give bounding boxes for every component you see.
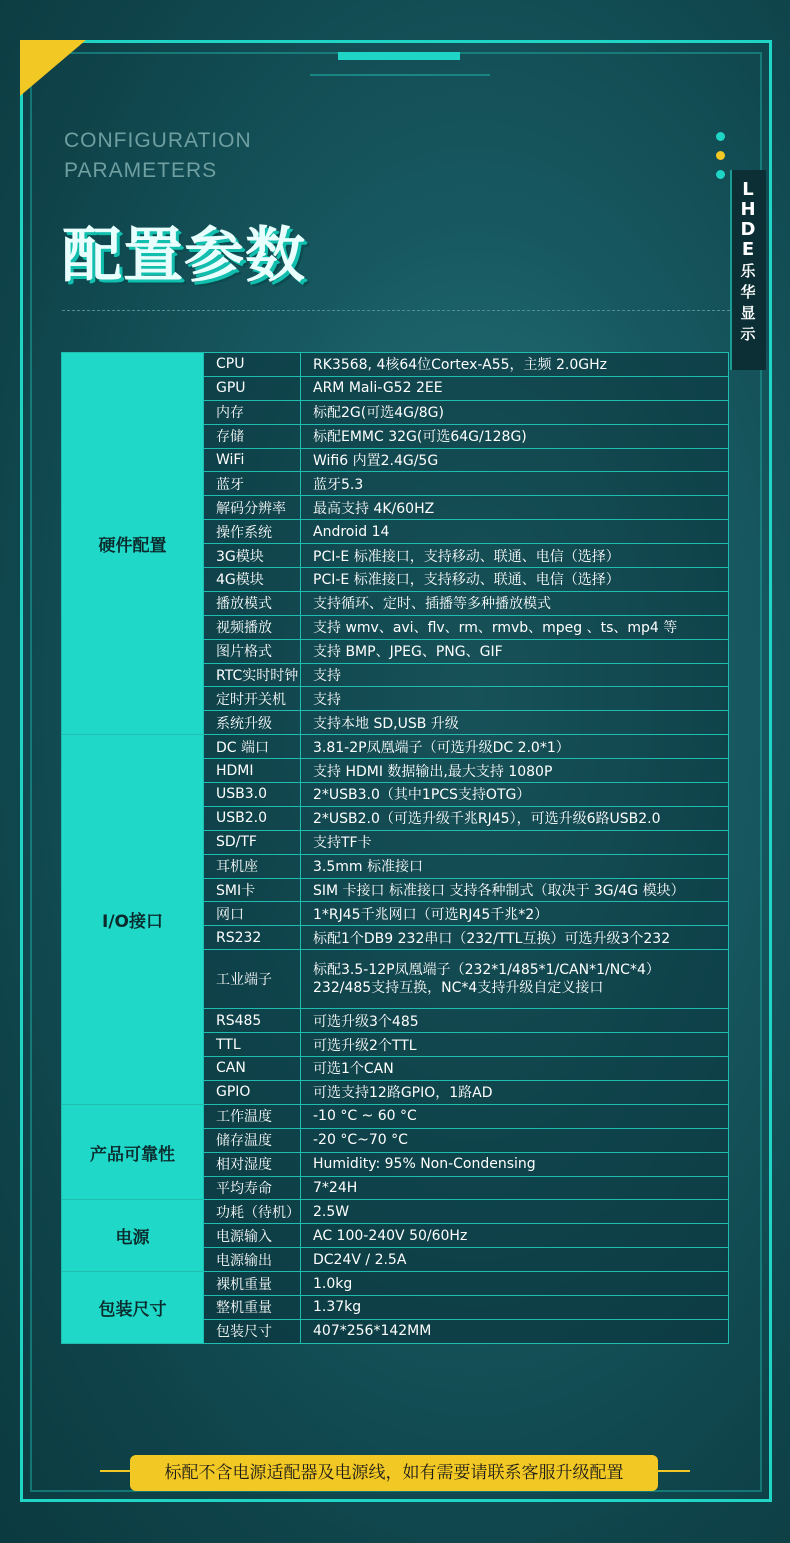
param-name: HDMI xyxy=(204,759,301,783)
param-value: DC24V / 2.5A xyxy=(301,1248,729,1272)
param-value: 标配EMMC 32G(可选64G/128G) xyxy=(301,424,729,448)
top-accent-bar xyxy=(338,52,460,60)
param-name: 裸机重量 xyxy=(204,1272,301,1296)
param-value: Humidity: 95% Non-Condensing xyxy=(301,1152,729,1176)
param-value: 7*24H xyxy=(301,1176,729,1200)
category-cell: I/O接口 xyxy=(62,735,204,1105)
param-value: RK3568, 4核64位Cortex-A55，主频 2.0GHz xyxy=(301,353,729,377)
param-name: 整机重量 xyxy=(204,1295,301,1319)
param-value: 1.0kg xyxy=(301,1272,729,1296)
param-name: 存储 xyxy=(204,424,301,448)
param-value: SIM 卡接口 标准接口 支持各种制式（取决于 3G/4G 模块） xyxy=(301,878,729,902)
param-name: 平均寿命 xyxy=(204,1176,301,1200)
param-name: GPIO xyxy=(204,1080,301,1104)
subtitle-line: PARAMETERS xyxy=(64,159,218,182)
param-value: -10 °C ~ 60 °C xyxy=(301,1104,729,1128)
brand-letter: E xyxy=(741,239,755,260)
param-value: ARM Mali-G52 2EE xyxy=(301,376,729,400)
param-name: TTL xyxy=(204,1033,301,1057)
param-value: 支持 xyxy=(301,687,729,711)
spec-table xyxy=(61,352,729,1344)
param-name: 4G模块 xyxy=(204,568,301,592)
param-value: Wifi6 内置2.4G/5G xyxy=(301,448,729,472)
param-value: 支持 HDMI 数据输出,最大支持 1080P xyxy=(301,759,729,783)
param-name: 蓝牙 xyxy=(204,472,301,496)
footer-note: 标配不含电源适配器及电源线，如有需要请联系客服升级配置 xyxy=(130,1455,658,1491)
category-cell: 包装尺寸 xyxy=(62,1272,204,1344)
param-name: 电源输出 xyxy=(204,1248,301,1272)
param-value: 可选升级3个485 xyxy=(301,1009,729,1033)
brand-letter: L xyxy=(742,179,754,200)
param-value: PCI-E 标准接口，支持移动、联通、电信（选择） xyxy=(301,544,729,568)
param-name: USB2.0 xyxy=(204,806,301,830)
param-value: 可选支持12路GPIO，1路AD xyxy=(301,1080,729,1104)
param-value: 支持循环、定时、插播等多种播放模式 xyxy=(301,591,729,615)
param-value: PCI-E 标准接口，支持移动、联通、电信（选择） xyxy=(301,568,729,592)
brand-letter: D xyxy=(740,219,756,240)
brand-char: 示 xyxy=(740,325,756,343)
param-name: 网口 xyxy=(204,902,301,926)
param-name: RTC实时时钟 xyxy=(204,663,301,687)
param-name: USB3.0 xyxy=(204,783,301,807)
param-name: SMI卡 xyxy=(204,878,301,902)
decor-dot xyxy=(716,132,725,141)
param-name: DC 端口 xyxy=(204,735,301,759)
param-value: 2*USB2.0（可选升级千兆RJ45），可选升级6路USB2.0 xyxy=(301,806,729,830)
divider xyxy=(62,310,730,311)
table-row xyxy=(62,353,729,377)
param-value: AC 100-240V 50/60Hz xyxy=(301,1224,729,1248)
brand-logo xyxy=(736,180,760,344)
decor-dot xyxy=(716,151,725,160)
param-name: GPU xyxy=(204,376,301,400)
param-value: 支持 BMP、JPEG、PNG、GIF xyxy=(301,639,729,663)
param-value: 407*256*142MM xyxy=(301,1319,729,1343)
param-name: 耳机座 xyxy=(204,854,301,878)
param-value-line: 232/485支持互换，NC*4支持升级自定义接口 xyxy=(313,980,604,997)
param-value: 2*USB3.0（其中1PCS支持OTG） xyxy=(301,783,729,807)
param-value: 1*RJ45千兆网口（可选RJ45千兆*2） xyxy=(301,902,729,926)
table-row xyxy=(62,1104,729,1128)
param-value: 标配1个DB9 232串口（232/TTL互换）可选升级3个232 xyxy=(301,926,729,950)
param-name: 工作温度 xyxy=(204,1104,301,1128)
param-name: 储存温度 xyxy=(204,1128,301,1152)
param-name: WiFi xyxy=(204,448,301,472)
param-value: Android 14 xyxy=(301,520,729,544)
param-name: 播放模式 xyxy=(204,591,301,615)
category-cell: 产品可靠性 xyxy=(62,1104,204,1200)
param-value: 2.5W xyxy=(301,1200,729,1224)
param-name: 功耗（待机） xyxy=(204,1200,301,1224)
param-value: 3.81-2P凤凰端子（可选升级DC 2.0*1） xyxy=(301,735,729,759)
param-value-line: 标配3.5-12P凤凰端子（232*1/485*1/CAN*1/NC*4） xyxy=(313,962,660,979)
param-name: 解码分辨率 xyxy=(204,496,301,520)
param-name: 系统升级 xyxy=(204,711,301,735)
brand-letter: H xyxy=(740,199,756,220)
table-row xyxy=(62,735,729,759)
page-title: 配置参数 xyxy=(62,221,306,291)
param-value: -20 °C~70 °C xyxy=(301,1128,729,1152)
spec-table-body xyxy=(62,353,729,1344)
top-accent-line xyxy=(310,74,490,76)
param-name: CAN xyxy=(204,1057,301,1081)
param-value: 可选1个CAN xyxy=(301,1057,729,1081)
param-name: 定时开关机 xyxy=(204,687,301,711)
category-cell: 电源 xyxy=(62,1200,204,1272)
param-name: 电源输入 xyxy=(204,1224,301,1248)
subtitle-english xyxy=(64,126,252,186)
param-name: 3G模块 xyxy=(204,544,301,568)
param-name: RS485 xyxy=(204,1009,301,1033)
param-value: 支持TF卡 xyxy=(301,830,729,854)
param-name: 图片格式 xyxy=(204,639,301,663)
param-value: 可选升级2个TTL xyxy=(301,1033,729,1057)
param-value: 1.37kg xyxy=(301,1295,729,1319)
param-name: 包装尺寸 xyxy=(204,1319,301,1343)
corner-accent xyxy=(20,40,86,96)
table-row xyxy=(62,1200,729,1224)
subtitle-line: CONFIGURATION xyxy=(64,129,252,152)
param-name: 内存 xyxy=(204,400,301,424)
param-name: SD/TF xyxy=(204,830,301,854)
param-value xyxy=(301,950,729,1009)
param-value: 蓝牙5.3 xyxy=(301,472,729,496)
param-name: 相对湿度 xyxy=(204,1152,301,1176)
param-name: CPU xyxy=(204,353,301,377)
category-cell: 硬件配置 xyxy=(62,353,204,735)
param-value: 支持本地 SD,USB 升级 xyxy=(301,711,729,735)
param-name: 操作系统 xyxy=(204,520,301,544)
param-value: 支持 wmv、avi、flv、rm、rmvb、mpeg 、ts、mp4 等 xyxy=(301,615,729,639)
brand-char: 乐 xyxy=(740,262,756,280)
param-value: 标配2G(可选4G/8G) xyxy=(301,400,729,424)
table-row xyxy=(62,1272,729,1296)
param-value: 支持 xyxy=(301,663,729,687)
param-name: 工业端子 xyxy=(204,950,301,1009)
param-name: RS232 xyxy=(204,926,301,950)
decor-dot xyxy=(716,170,725,179)
brand-char: 华 xyxy=(740,283,756,301)
brand-char: 显 xyxy=(740,304,756,322)
param-name: 视频播放 xyxy=(204,615,301,639)
param-value: 最高支持 4K/60HZ xyxy=(301,496,729,520)
param-value: 3.5mm 标准接口 xyxy=(301,854,729,878)
